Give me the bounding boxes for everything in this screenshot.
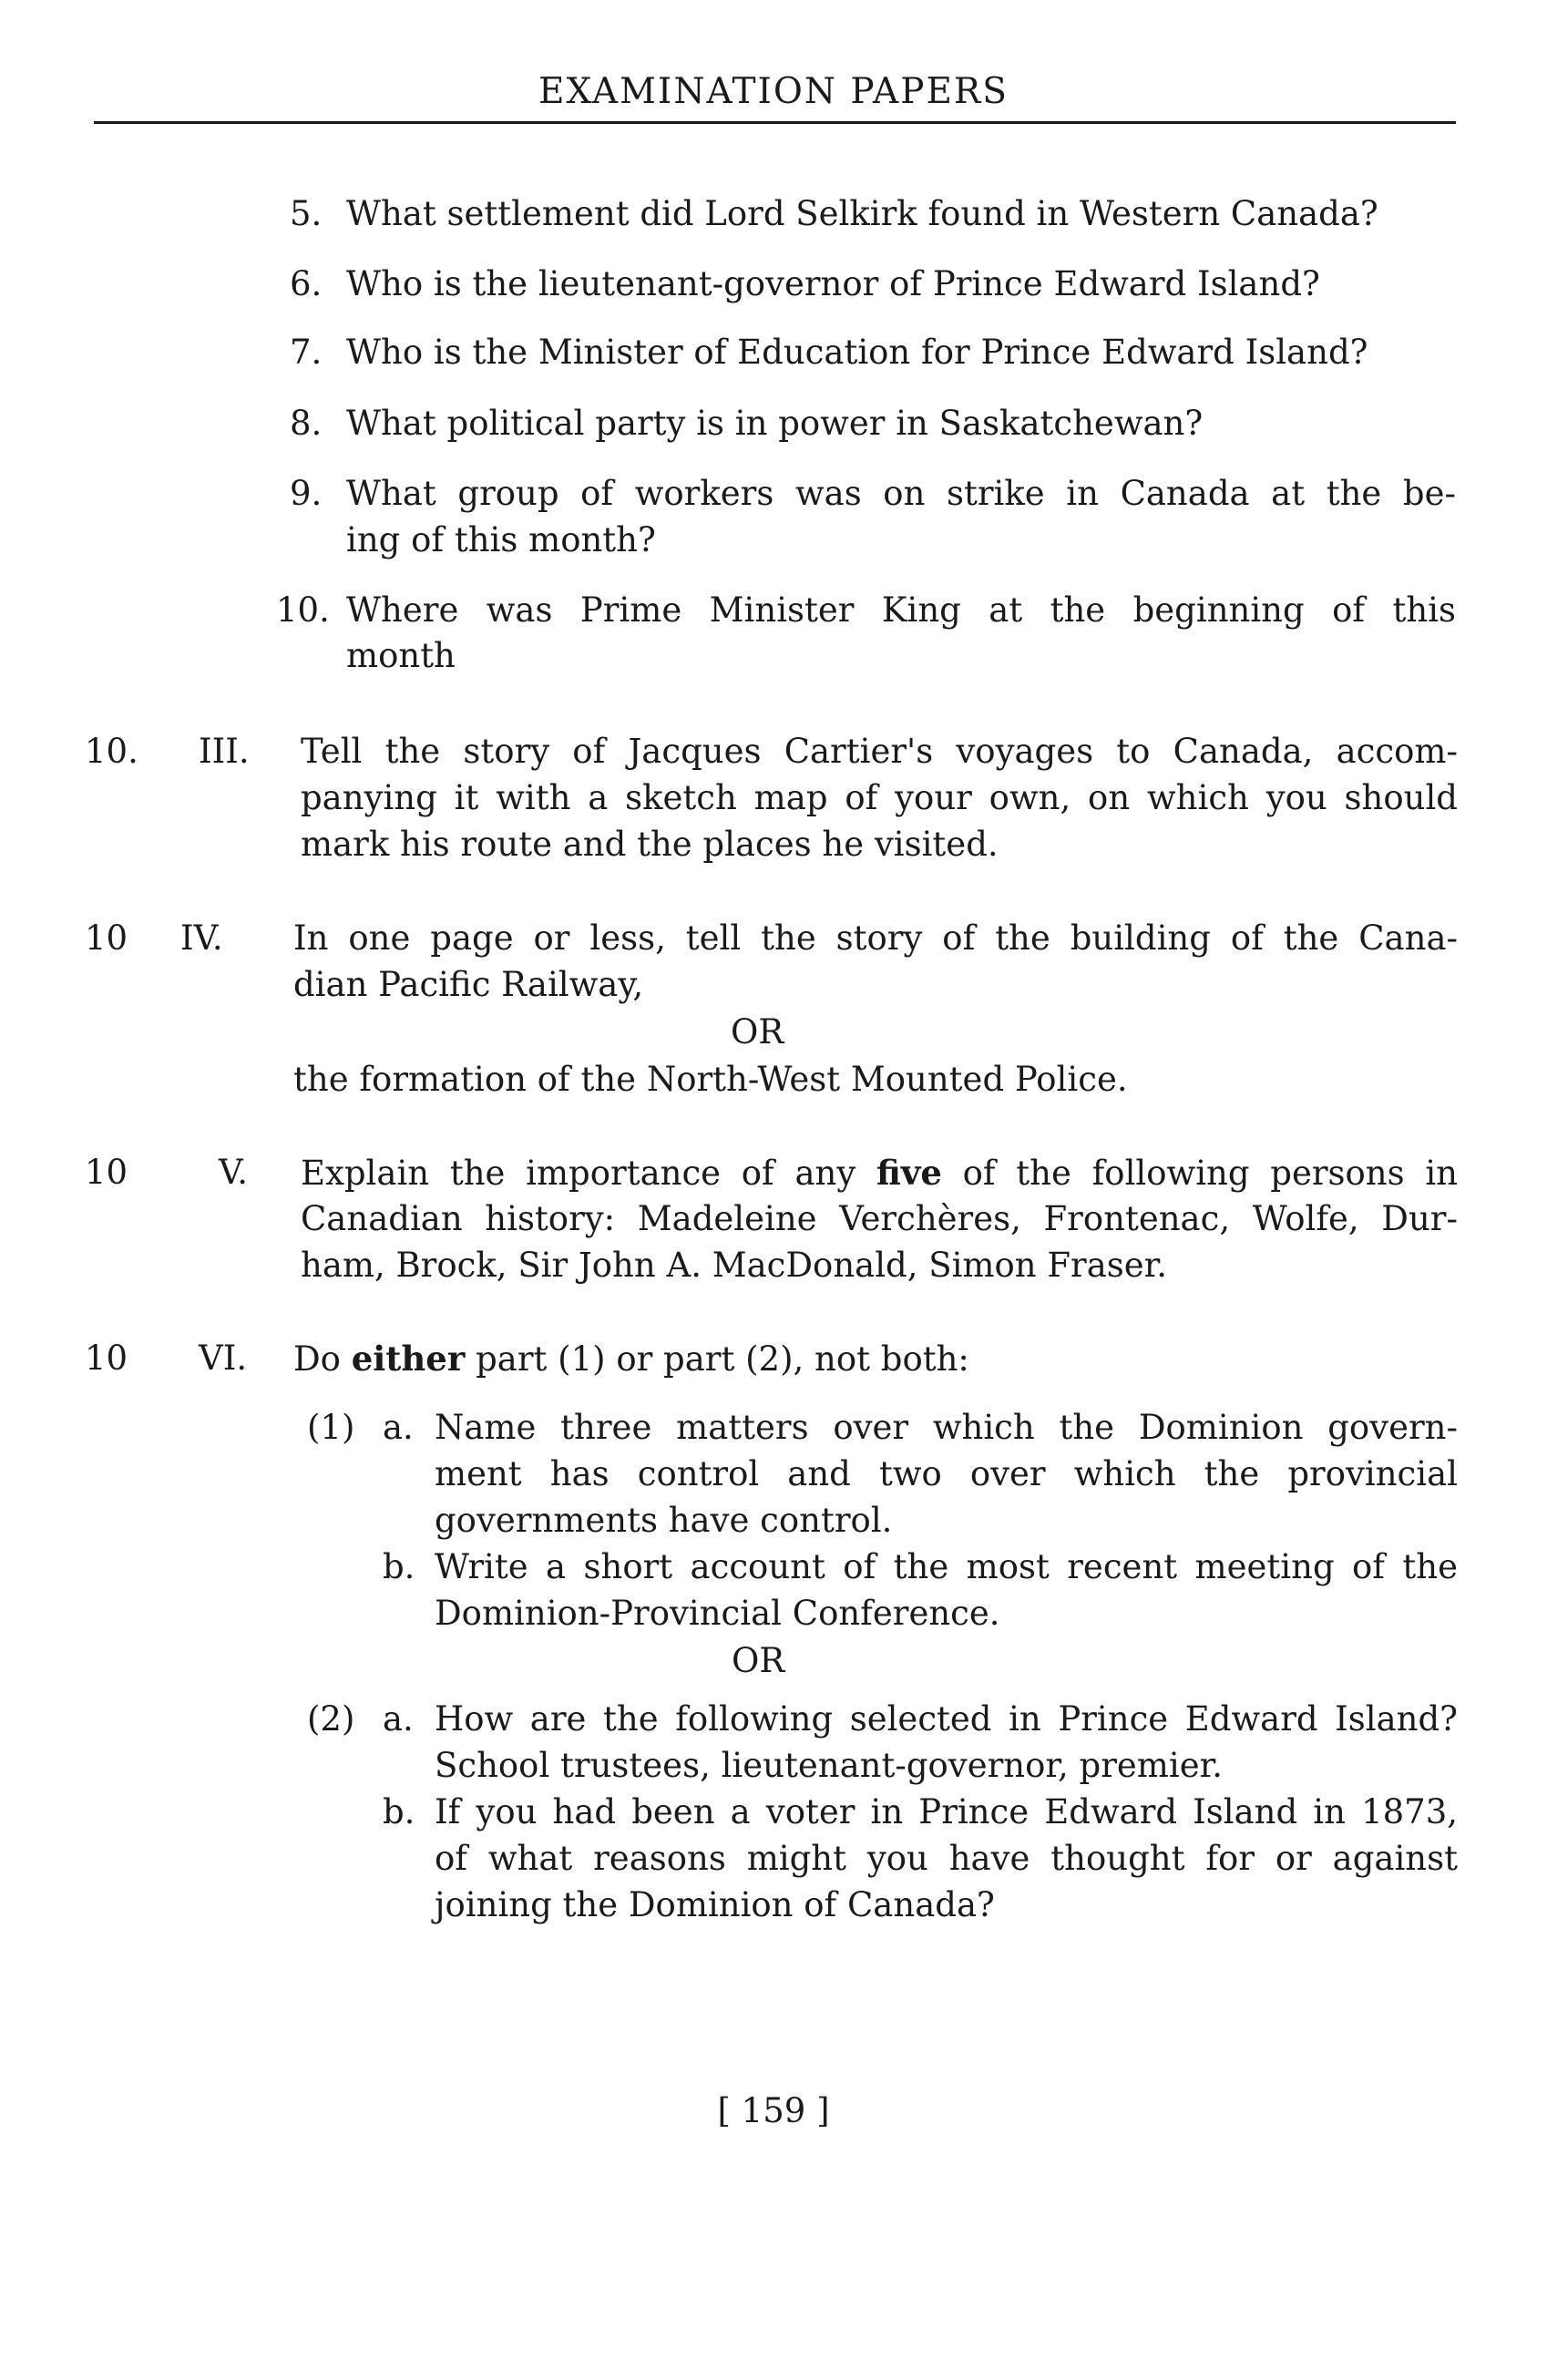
section-text: Canadian history: Madeleine Verchères, Frontenac, Wolfe, Dur- — [301, 1199, 1458, 1238]
part-label: (1) — [307, 1408, 355, 1447]
running-header: EXAMINATION PAPERS — [538, 71, 1009, 112]
subpart-label: a. — [383, 1699, 414, 1739]
marks-value: 10 — [85, 1153, 128, 1192]
subpart-text: ment has control and two over which the provincial — [435, 1454, 1458, 1493]
subpart-text: of what reasons might you have thought for or against — [435, 1839, 1458, 1878]
question-number: 8. — [290, 404, 323, 443]
section-text: mark his route and the places he visited. — [301, 825, 999, 864]
question-number: 9. — [290, 474, 323, 513]
question-number: 10. — [276, 590, 330, 630]
section-numeral: VI. — [199, 1339, 248, 1378]
question-text: month — [346, 636, 456, 675]
question-number: 5. — [290, 194, 323, 233]
section-numeral: IV. — [180, 918, 223, 958]
question-text: What settlement did Lord Selkirk found in Western Canada? — [346, 194, 1378, 233]
subpart-text: joining the Dominion of Canada? — [435, 1885, 995, 1924]
subpart-text: How are the following selected in Prince Edward Island? — [435, 1699, 1458, 1739]
section-text: Explain the importance of any five of the following persons in — [301, 1153, 1458, 1193]
subpart-text: Dominion-Provincial Conference. — [435, 1594, 1000, 1633]
marks-value: 10 — [85, 1339, 128, 1378]
question-text: Who is the Minister of Education for Prince Edward Island? — [346, 333, 1368, 372]
question-text: Who is the lieutenant-governor of Prince Edward Island? — [346, 264, 1320, 303]
marks-value: 10. — [85, 732, 138, 771]
section-text: dian Pacific Railway, — [293, 965, 644, 1004]
section-numeral: V. — [219, 1153, 249, 1192]
subpart-text: governments have control. — [435, 1501, 893, 1540]
page-number: [ 159 ] — [717, 2091, 830, 2130]
or-separator: OR — [731, 1012, 784, 1052]
subpart-text: Write a short account of the most recent meeting of the — [435, 1547, 1458, 1586]
header-rule — [94, 121, 1456, 124]
section-text: Do either part (1) or part (2), not both: — [293, 1339, 969, 1379]
section-text: the formation of the North-West Mounted Police. — [293, 1060, 1128, 1099]
subpart-label: b. — [383, 1792, 415, 1831]
question-text: What political party is in power in Saskatchewan? — [346, 404, 1204, 443]
question-number: 7. — [290, 333, 323, 372]
section-text: In one page or less, tell the story of the building of the Cana- — [293, 918, 1458, 958]
section-text: Tell the story of Jacques Cartier's voyages to Canada, accom- — [301, 732, 1458, 771]
subpart-label: a. — [383, 1408, 414, 1447]
section-text: ham, Brock, Sir John A. MacDonald, Simon Fraser. — [301, 1246, 1168, 1285]
subpart-text: If you had been a voter in Prince Edward Island in 1873, — [435, 1792, 1458, 1831]
question-text: ing of this month? — [346, 520, 656, 559]
part-label: (2) — [307, 1699, 355, 1739]
or-separator: OR — [732, 1641, 785, 1680]
subpart-label: b. — [383, 1547, 415, 1586]
marks-value: 10 — [85, 918, 128, 958]
question-text: Where was Prime Minister King at the beginning of this — [346, 590, 1456, 630]
section-numeral: III. — [199, 732, 250, 771]
subpart-text: Name three matters over which the Dominion govern- — [435, 1408, 1458, 1447]
section-text: panying it with a sketch map of your own, on which you should — [301, 778, 1458, 817]
question-number: 6. — [290, 264, 323, 303]
question-text: What group of workers was on strike in Canada at the be- — [346, 474, 1456, 513]
subpart-text: School trustees, lieutenant-governor, premier. — [435, 1746, 1224, 1785]
